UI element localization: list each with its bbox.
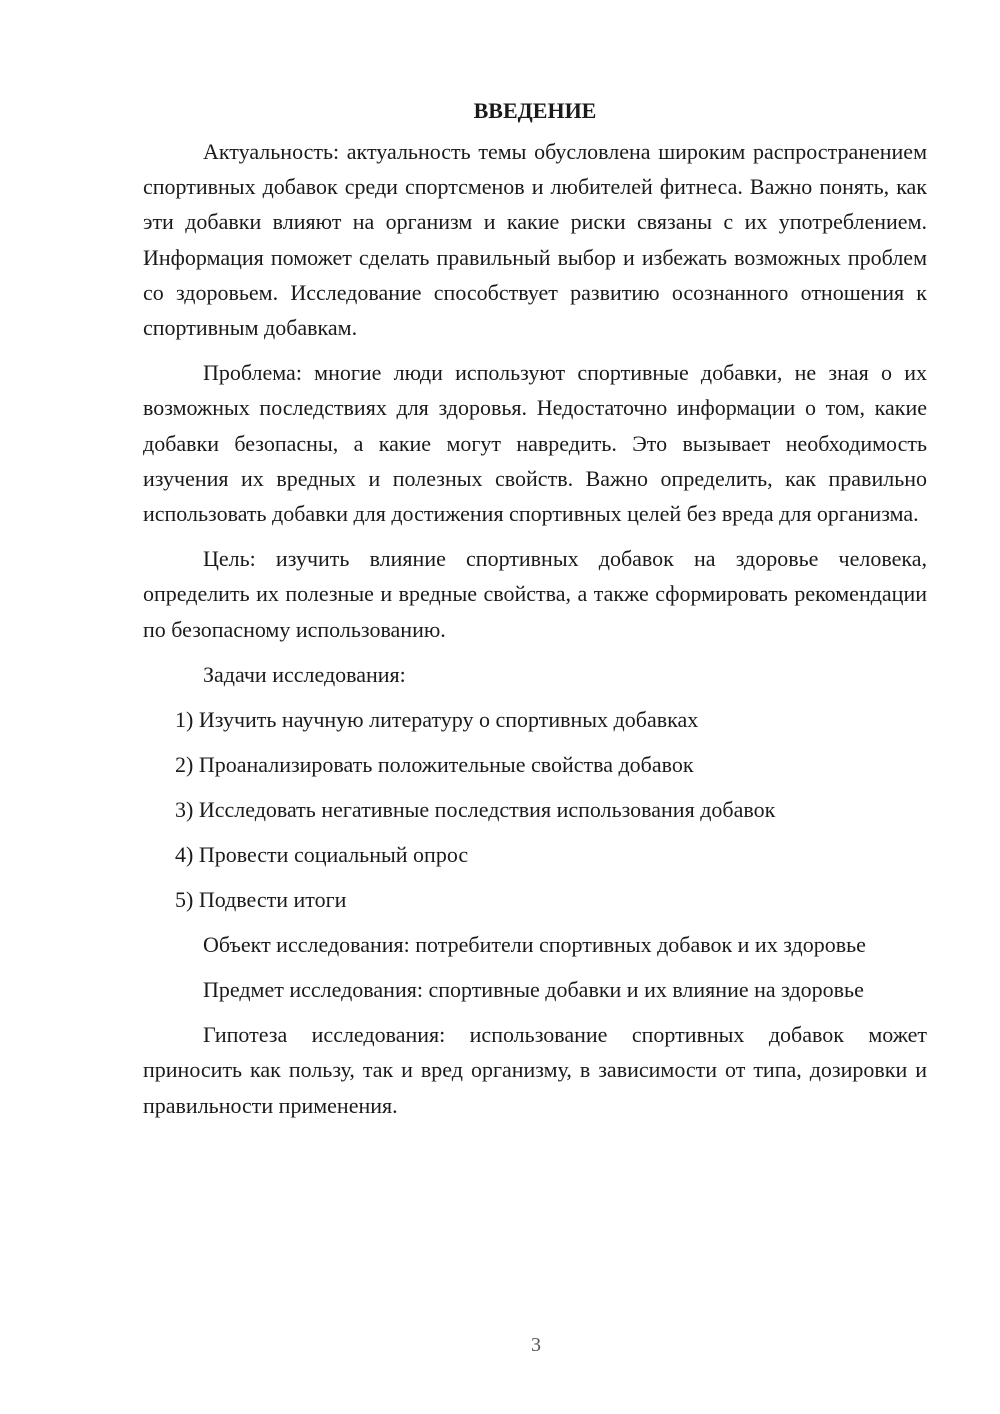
relevance-paragraph: Актуальность: актуальность темы обусловлена широким распространением спортивных добавок среди спортсменов и любителей фитнеса. Важно понять, как эти добавки влияют на организм и какие риски связаны с их употреблением. Информация поможет сделать правильный выбор и избежать возможных проблем со здоровьем. Исследование способствует развитию осознанного отношения к спортивным добавкам.: [143, 139, 927, 341]
subject-paragraph: Предмет исследования: спортивные добавки и их влияние на здоровье: [203, 977, 864, 1003]
goal-paragraph: Цель: изучить влияние спортивных добавок на здоровье человека, определить их полезные и вредные свойства, а также сформировать рекомендации по безопасному использованию.: [143, 546, 927, 642]
page-number: 3: [531, 1334, 541, 1356]
list-item: 4) Провести социальный опрос: [175, 841, 469, 867]
problem-paragraph: Проблема: многие люди используют спортивные добавки, не зная о их возможных последствиях для здоровья. Недостаточно информации о том, какие добавки безопасны, а какие могут навредить. Это вызывает необходимость изучения их вредных и полезных свойств. Важно определить, как правильно использовать добавки для достижения спортивных целей без вреда для организма.: [143, 360, 927, 527]
list-item: 5) Подвести итоги: [175, 886, 347, 912]
page-title: ВВЕДЕНИЕ: [473, 98, 597, 123]
tasks-heading: Задачи исследования:: [203, 661, 406, 687]
document-page: [143, 93, 927, 1133]
list-item: 1) Изучить научную литературу о спортивных добавках: [175, 706, 699, 732]
hypothesis-paragraph: Гипотеза исследования: использование спортивных добавок может приносить как пользу, так и вред организму, в зависимости от типа, дозировки и правильности применения.: [143, 1022, 927, 1118]
tasks-list: [143, 702, 927, 917]
list-item: 2) Проанализировать положительные свойства добавок: [175, 751, 694, 777]
object-paragraph: Объект исследования: потребители спортивных добавок и их здоровье: [203, 931, 866, 957]
list-item: 3) Исследовать негативные последствия использования добавок: [175, 796, 776, 822]
